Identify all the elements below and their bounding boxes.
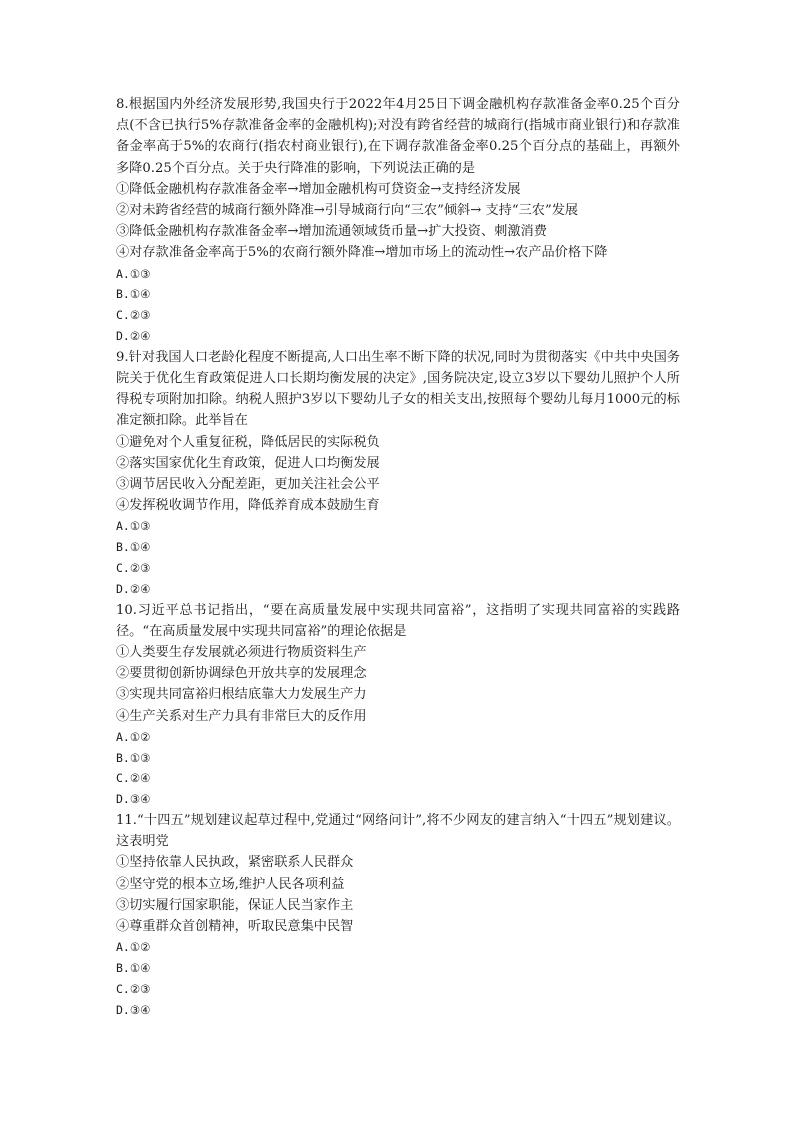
question-stem: 11.“十四五”规划建议起草过程中,党通过“网络问计”,将不少网友的建言纳入“十四五”规划建议。这表明党 — [116, 813, 680, 850]
statement-option: ①坚持依靠人民执政，紧密联系人民群众 — [116, 855, 354, 871]
answer-choice: A.①③ — [116, 266, 151, 281]
answer-choice: C.②④ — [116, 771, 151, 786]
question-stem: 10.习近平总书记指出，“要在高质量发展中实现共同富裕”，这指明了实现共同富裕的实践路径。“在高质量发展中实现共同富裕”的理论依据是 — [116, 602, 680, 639]
answer-choice: C.②③ — [116, 981, 151, 996]
question-stem: 9.针对我国人口老龄化程度不断提高,人口出生率不断下降的状况,同时为贯彻落实《中共中央国务院关于优化生育政策促进人口长期均衡发展的决定》,国务院决定,设立3岁以下婴幼儿照护个人所得税专项附加扣除。纳税人照护3岁以下婴幼儿子女的相关支出,按照每个婴幼儿每月1000元的标准定额扣除。此举旨在 — [116, 349, 680, 429]
answer-choice: B.①④ — [116, 961, 151, 976]
answer-choice: D.②④ — [116, 581, 151, 596]
question-11 — [116, 810, 680, 1020]
answer-choice: B.①③ — [116, 750, 151, 765]
statement-option: ②坚守党的根本立场,维护人民各项利益 — [116, 876, 345, 892]
answer-choice: C.②③ — [116, 561, 151, 576]
answer-choice: A.①② — [116, 940, 151, 955]
answer-choice: B.①④ — [116, 540, 151, 555]
statement-option: ③切实履行国家职能，保证人民当家作主 — [116, 897, 354, 913]
answer-choice: D.③④ — [116, 792, 151, 807]
question-10 — [116, 600, 680, 810]
statement-option: ③调节居民收入分配差距，更加关注社会公平 — [116, 477, 380, 493]
question-8 — [116, 94, 680, 347]
statement-option: ②要贯彻创新协调绿色开放共享的发展理念 — [116, 666, 367, 682]
question-stem: 8.根据国内外经济发展形势,我国央行于2022年4月25日下调金融机构存款准备金率0.25个百分点(不含已执行5%存款准备金率的金融机构);对没有跨省经营的城商行(指城市商业银行)和存款准备金率高于5%的农商行(指农村商业银行),在下调存款准备金率0.25个百分点的基础上，再额外多降0.25个百分点。关于央行降准的影响，下列说法正确的是 — [116, 97, 680, 176]
statement-option: ②对未跨省经营的城商行额外降准→引导城商行向“三农”倾斜→ 支持“三农”发展 — [116, 203, 579, 219]
statement-option: ④生产关系对生产力具有非常巨大的反作用 — [116, 708, 367, 724]
statement-option: ④发挥税收调节作用，降低养育成本鼓励生育 — [116, 498, 380, 514]
answer-choice: A.①③ — [116, 519, 151, 534]
answer-choice: B.①④ — [116, 287, 151, 302]
statement-option: ④对存款准备金率高于5%的农商行额外降准→增加市场上的流动性→农产品价格下降 — [116, 245, 608, 261]
answer-choice: D.②④ — [116, 329, 151, 344]
statement-option: ①降低金融机构存款准备金率→增加金融机构可贷资金→支持经济发展 — [116, 181, 521, 197]
statement-option: ①人类要生存发展就必须进行物质资料生产 — [116, 645, 367, 661]
answer-choice: C.②③ — [116, 308, 151, 323]
statement-option: ③实现共同富裕归根结底靠大力发展生产力 — [116, 687, 367, 703]
statement-option: ④尊重群众首创精神，听取民意集中民智 — [116, 919, 354, 935]
answer-choice: A.①② — [116, 729, 151, 744]
statement-option: ③降低金融机构存款准备金率→增加流通领域货币量→扩大投资、刺激消费 — [116, 224, 547, 240]
answer-choice: D.③④ — [116, 1002, 151, 1017]
statement-option: ②落实国家优化生育政策，促进人口均衡发展 — [116, 455, 380, 471]
question-9 — [116, 347, 680, 600]
statement-option: ①避免对个人重复征税，降低居民的实际税负 — [116, 434, 380, 450]
exam-page — [116, 94, 680, 1020]
